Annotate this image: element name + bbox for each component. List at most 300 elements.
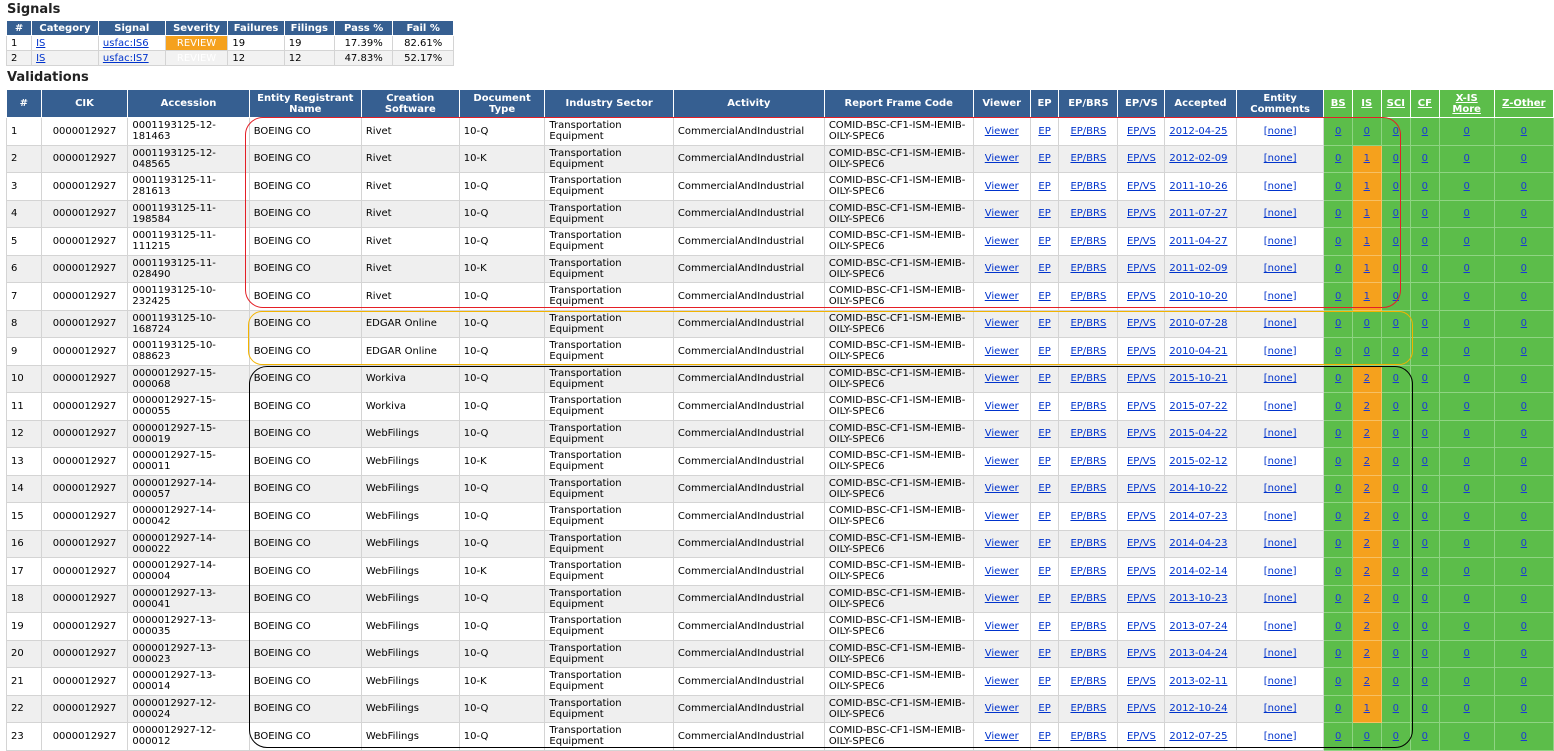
ep-link[interactable]: EP (1038, 263, 1051, 275)
is-count-link[interactable]: 0 (1363, 125, 1370, 137)
x-is-more-count-link[interactable]: 0 (1463, 400, 1470, 412)
bs-count-link[interactable]: 0 (1335, 373, 1342, 385)
ep-vs-link[interactable]: EP/VS (1126, 180, 1156, 192)
ep-brs-link[interactable]: EP/BRS (1070, 730, 1107, 742)
ep-link[interactable]: EP (1038, 153, 1051, 165)
sci-count-link[interactable]: 0 (1392, 703, 1399, 715)
bs-count-link[interactable]: 0 (1335, 263, 1342, 275)
bs-count-link[interactable]: 0 (1335, 703, 1342, 715)
z-other-count-link[interactable]: 0 (1520, 483, 1528, 495)
viewer-link[interactable]: Viewer (984, 730, 1019, 742)
bs-count-link[interactable]: 0 (1335, 428, 1342, 440)
viewer-link[interactable]: Viewer (984, 483, 1019, 495)
ep-vs-link[interactable]: EP/VS (1126, 703, 1156, 715)
is-count-link[interactable]: 0 (1363, 345, 1370, 357)
x-is-more-count-link[interactable]: 0 (1463, 263, 1470, 275)
bs-count-link[interactable]: 0 (1335, 510, 1342, 522)
entity-comments-link[interactable]: [none] (1263, 208, 1297, 220)
ep-link[interactable]: EP (1038, 400, 1051, 412)
cf-count-link[interactable]: 0 (1421, 318, 1429, 330)
is-count-link[interactable]: 1 (1363, 263, 1370, 275)
viewer-link[interactable]: Viewer (984, 428, 1019, 440)
is-count-link[interactable]: 2 (1363, 483, 1370, 495)
ep-link[interactable]: EP (1038, 675, 1051, 687)
x-is-more-count-link[interactable]: 0 (1463, 648, 1470, 660)
ep-link[interactable]: EP (1038, 510, 1051, 522)
entity-comments-link[interactable]: [none] (1263, 400, 1297, 412)
is-count-link[interactable]: 1 (1363, 703, 1370, 715)
entity-comments-link[interactable]: [none] (1263, 730, 1297, 742)
ep-vs-link[interactable]: EP/VS (1126, 263, 1156, 275)
entity-comments-link[interactable]: [none] (1263, 593, 1297, 605)
sci-count-link[interactable]: 0 (1392, 483, 1399, 495)
z-other-count-link[interactable]: 0 (1520, 290, 1528, 302)
is-count-link[interactable]: 2 (1363, 455, 1370, 467)
entity-comments-link[interactable]: [none] (1263, 428, 1297, 440)
z-other-count-link[interactable]: 0 (1520, 510, 1528, 522)
ep-brs-link[interactable]: EP/BRS (1070, 428, 1107, 440)
x-is-more-count-link[interactable]: 0 (1463, 620, 1470, 632)
viewer-link[interactable]: Viewer (984, 208, 1019, 220)
cf-count-link[interactable]: 0 (1421, 620, 1429, 632)
is-count-link[interactable]: 2 (1363, 648, 1370, 660)
entity-comments-link[interactable]: [none] (1263, 290, 1297, 302)
viewer-link[interactable]: Viewer (984, 235, 1019, 247)
ep-vs-link[interactable]: EP/VS (1126, 675, 1156, 687)
accepted-date-link[interactable]: 2010-07-28 (1169, 318, 1228, 330)
col-z-other-link[interactable]: Z-Other (1502, 98, 1546, 109)
cf-count-link[interactable]: 0 (1421, 510, 1429, 522)
entity-comments-link[interactable]: [none] (1263, 263, 1297, 275)
is-count-link[interactable]: 1 (1363, 208, 1370, 220)
entity-comments-link[interactable]: [none] (1263, 703, 1297, 715)
is-count-link[interactable]: 2 (1363, 373, 1370, 385)
bs-count-link[interactable]: 0 (1335, 593, 1342, 605)
viewer-link[interactable]: Viewer (984, 538, 1019, 550)
is-count-link[interactable]: 2 (1363, 428, 1370, 440)
z-other-count-link[interactable]: 0 (1520, 400, 1528, 412)
ep-brs-link[interactable]: EP/BRS (1070, 318, 1107, 330)
bs-count-link[interactable]: 0 (1335, 565, 1342, 577)
cf-count-link[interactable]: 0 (1421, 235, 1429, 247)
accepted-date-link[interactable]: 2011-10-26 (1169, 180, 1228, 192)
z-other-count-link[interactable]: 0 (1520, 648, 1528, 660)
ep-link[interactable]: EP (1038, 208, 1051, 220)
col-sci-link[interactable]: SCI (1386, 98, 1405, 109)
ep-brs-link[interactable]: EP/BRS (1070, 565, 1107, 577)
ep-link[interactable]: EP (1038, 730, 1051, 742)
is-count-link[interactable]: 1 (1363, 290, 1370, 302)
is-count-link[interactable]: 2 (1363, 620, 1370, 632)
z-other-count-link[interactable]: 0 (1520, 373, 1528, 385)
ep-brs-link[interactable]: EP/BRS (1070, 125, 1107, 137)
signal-link[interactable]: usfac:IS6 (102, 37, 149, 49)
ep-vs-link[interactable]: EP/VS (1126, 373, 1156, 385)
ep-brs-link[interactable]: EP/BRS (1070, 510, 1107, 522)
col-z-other[interactable] (1494, 90, 1553, 118)
z-other-count-link[interactable]: 0 (1520, 730, 1528, 742)
cf-count-link[interactable]: 0 (1421, 455, 1429, 467)
ep-brs-link[interactable]: EP/BRS (1070, 290, 1107, 302)
entity-comments-link[interactable]: [none] (1263, 180, 1297, 192)
cf-count-link[interactable]: 0 (1421, 263, 1429, 275)
sci-count-link[interactable]: 0 (1392, 208, 1399, 220)
ep-brs-link[interactable]: EP/BRS (1070, 455, 1107, 467)
col-bs-link[interactable]: BS (1330, 98, 1346, 109)
accepted-date-link[interactable]: 2014-07-23 (1169, 510, 1228, 522)
accepted-date-link[interactable]: 2013-10-23 (1169, 593, 1228, 605)
x-is-more-count-link[interactable]: 0 (1463, 730, 1470, 742)
col-x-is-more[interactable] (1439, 90, 1494, 118)
col-cf-link[interactable]: CF (1417, 98, 1432, 109)
ep-brs-link[interactable]: EP/BRS (1070, 483, 1107, 495)
viewer-link[interactable]: Viewer (984, 373, 1019, 385)
is-count-link[interactable]: 0 (1363, 318, 1370, 330)
z-other-count-link[interactable]: 0 (1520, 428, 1528, 440)
ep-link[interactable]: EP (1038, 428, 1051, 440)
sci-count-link[interactable]: 0 (1392, 428, 1399, 440)
sci-count-cell (1381, 228, 1411, 256)
is-count-link[interactable]: 1 (1363, 153, 1370, 165)
accepted-date-link[interactable]: 2015-10-21 (1169, 373, 1228, 385)
cf-count-link[interactable]: 0 (1421, 593, 1429, 605)
sci-count-link[interactable]: 0 (1392, 593, 1399, 605)
ep-link[interactable]: EP (1038, 290, 1051, 302)
accession-cell: 0001193125-11-111215 (128, 228, 249, 256)
cf-count-link[interactable]: 0 (1421, 180, 1429, 192)
x-is-more-count-link[interactable]: 0 (1463, 455, 1470, 467)
accepted-date-link[interactable]: 2013-04-24 (1169, 648, 1228, 660)
ep-vs-link-cell (1118, 283, 1165, 311)
is-count-link[interactable]: 0 (1363, 730, 1370, 742)
sci-count-link[interactable]: 0 (1392, 180, 1399, 192)
viewer-link[interactable]: Viewer (984, 153, 1019, 165)
sci-count-link[interactable]: 0 (1392, 730, 1399, 742)
ep-brs-link[interactable]: EP/BRS (1070, 373, 1107, 385)
category-link[interactable]: IS (36, 52, 46, 64)
col-cf[interactable] (1411, 90, 1440, 118)
ep-link[interactable]: EP (1038, 483, 1051, 495)
accepted-date-link[interactable]: 2012-10-24 (1169, 703, 1228, 715)
col-x-is-more-link[interactable]: X-IS More (1452, 92, 1481, 115)
is-count-link[interactable]: 1 (1363, 180, 1370, 192)
is-count-link[interactable]: 1 (1363, 235, 1370, 247)
cf-count-link[interactable]: 0 (1421, 648, 1429, 660)
col-bs[interactable] (1324, 90, 1353, 118)
z-other-count-link[interactable]: 0 (1520, 703, 1528, 715)
category-link[interactable]: IS (36, 37, 46, 49)
entity-comments-link[interactable]: [none] (1263, 483, 1297, 495)
accepted-date-link[interactable]: 2010-04-21 (1169, 345, 1228, 357)
viewer-link[interactable]: Viewer (984, 180, 1019, 192)
ep-link[interactable]: EP (1038, 455, 1051, 467)
x-is-more-count-link[interactable]: 0 (1463, 565, 1470, 577)
bs-count-link[interactable]: 0 (1335, 538, 1342, 550)
accepted-date-link[interactable]: 2012-02-09 (1169, 153, 1228, 165)
z-other-count-link[interactable]: 0 (1520, 620, 1528, 632)
viewer-link[interactable]: Viewer (984, 565, 1019, 577)
x-is-more-count-link[interactable]: 0 (1463, 318, 1470, 330)
z-other-count-link[interactable]: 0 (1520, 455, 1528, 467)
sci-count-link[interactable]: 0 (1392, 235, 1399, 247)
ep-brs-link[interactable]: EP/BRS (1070, 703, 1107, 715)
ep-vs-link[interactable]: EP/VS (1126, 400, 1156, 412)
x-is-more-count-link[interactable]: 0 (1463, 703, 1470, 715)
document-type-cell: 10-K (459, 668, 545, 696)
z-other-count-link[interactable]: 0 (1520, 153, 1528, 165)
ep-vs-link[interactable]: EP/VS (1126, 510, 1156, 522)
ep-brs-link[interactable]: EP/BRS (1070, 620, 1107, 632)
z-other-count-link[interactable]: 0 (1520, 538, 1528, 550)
entity-comments-link[interactable]: [none] (1263, 538, 1297, 550)
x-is-more-count-link[interactable]: 0 (1463, 538, 1470, 550)
z-other-count-link[interactable]: 0 (1520, 180, 1528, 192)
ep-vs-link[interactable]: EP/VS (1126, 593, 1156, 605)
x-is-more-count-link[interactable]: 0 (1463, 125, 1470, 137)
x-is-more-count-link[interactable]: 0 (1463, 510, 1470, 522)
activity-cell: CommercialAndIndustrial (673, 585, 824, 613)
ep-vs-link[interactable]: EP/VS (1126, 483, 1156, 495)
sci-count-link[interactable]: 0 (1392, 565, 1399, 577)
viewer-link[interactable]: Viewer (984, 455, 1019, 467)
viewer-link[interactable]: Viewer (984, 290, 1019, 302)
accepted-date-link[interactable]: 2013-02-11 (1169, 675, 1228, 687)
ep-brs-link[interactable]: EP/BRS (1070, 538, 1107, 550)
bs-count-link[interactable]: 0 (1335, 730, 1342, 742)
z-other-count-link[interactable]: 0 (1520, 675, 1528, 687)
ep-vs-link[interactable]: EP/VS (1126, 125, 1156, 137)
sci-count-link[interactable]: 0 (1392, 125, 1399, 137)
viewer-link[interactable]: Viewer (984, 400, 1019, 412)
ep-link[interactable]: EP (1038, 345, 1051, 357)
sci-count-link[interactable]: 0 (1392, 345, 1399, 357)
bs-count-link[interactable]: 0 (1335, 180, 1342, 192)
z-other-count-link[interactable]: 0 (1520, 208, 1528, 220)
bs-count-link[interactable]: 0 (1335, 483, 1342, 495)
ep-brs-link[interactable]: EP/BRS (1070, 235, 1107, 247)
ep-vs-link[interactable]: EP/VS (1126, 345, 1156, 357)
ep-brs-link[interactable]: EP/BRS (1070, 153, 1107, 165)
entity-comments-link[interactable]: [none] (1263, 675, 1297, 687)
x-is-more-count-link[interactable]: 0 (1463, 235, 1470, 247)
entity-comments-link[interactable]: [none] (1263, 153, 1297, 165)
is-count-link[interactable]: 2 (1363, 400, 1370, 412)
viewer-link[interactable]: Viewer (984, 703, 1019, 715)
viewer-link[interactable]: Viewer (984, 125, 1019, 137)
is-count-link[interactable]: 2 (1363, 565, 1370, 577)
ep-link[interactable]: EP (1038, 703, 1051, 715)
cf-count-link[interactable]: 0 (1421, 125, 1429, 137)
ep-link[interactable]: EP (1038, 648, 1051, 660)
ep-link[interactable]: EP (1038, 125, 1051, 137)
entity-comments-link[interactable]: [none] (1263, 620, 1297, 632)
ep-vs-link[interactable]: EP/VS (1126, 208, 1156, 220)
sci-count-link[interactable]: 0 (1392, 318, 1399, 330)
x-is-more-count-link[interactable]: 0 (1463, 675, 1470, 687)
entity-comments-link[interactable]: [none] (1263, 235, 1297, 247)
bs-count-link[interactable]: 0 (1335, 208, 1342, 220)
entity-comments-link[interactable]: [none] (1263, 565, 1297, 577)
is-count-link[interactable]: 2 (1363, 593, 1370, 605)
accepted-date-link[interactable]: 2012-07-25 (1169, 730, 1228, 742)
x-is-more-count-link[interactable]: 0 (1463, 180, 1470, 192)
viewer-link[interactable]: Viewer (984, 675, 1019, 687)
x-is-more-count-link[interactable]: 0 (1463, 428, 1470, 440)
ep-brs-link[interactable]: EP/BRS (1070, 180, 1107, 192)
x-is-more-count-link[interactable]: 0 (1463, 483, 1470, 495)
accepted-date-link[interactable]: 2014-10-22 (1169, 483, 1228, 495)
accepted-date-link[interactable]: 2014-04-23 (1169, 538, 1228, 550)
entity-comments-link[interactable]: [none] (1263, 318, 1297, 330)
bs-count-link[interactable]: 0 (1335, 675, 1342, 687)
cf-count-link[interactable]: 0 (1421, 400, 1429, 412)
bs-count-link[interactable]: 0 (1335, 290, 1342, 302)
entity-comments-link[interactable]: [none] (1263, 455, 1297, 467)
signal-link[interactable]: usfac:IS7 (102, 52, 149, 64)
ep-brs-link[interactable]: EP/BRS (1070, 208, 1107, 220)
accepted-date-link[interactable]: 2015-04-22 (1169, 428, 1228, 440)
x-is-more-count-cell (1439, 393, 1494, 421)
z-other-count-link[interactable]: 0 (1520, 235, 1528, 247)
sci-count-link[interactable]: 0 (1392, 455, 1399, 467)
bs-count-link[interactable]: 0 (1335, 345, 1342, 357)
x-is-more-count-link[interactable]: 0 (1463, 153, 1470, 165)
ep-brs-link[interactable]: EP/BRS (1070, 648, 1107, 660)
accepted-date-link[interactable]: 2012-04-25 (1169, 125, 1228, 137)
entity-comments-link[interactable]: [none] (1263, 373, 1297, 385)
viewer-link[interactable]: Viewer (984, 345, 1019, 357)
sci-count-link[interactable]: 0 (1392, 263, 1399, 275)
col-sci[interactable] (1381, 90, 1411, 118)
bs-count-link[interactable]: 0 (1335, 235, 1342, 247)
z-other-count-link[interactable]: 0 (1520, 565, 1528, 577)
ep-vs-link[interactable]: EP/VS (1126, 290, 1156, 302)
bs-count-link[interactable]: 0 (1335, 400, 1342, 412)
sci-count-cell (1381, 338, 1411, 366)
cf-count-link[interactable]: 0 (1421, 538, 1429, 550)
z-other-count-link[interactable]: 0 (1520, 318, 1528, 330)
cf-count-link[interactable]: 0 (1421, 703, 1429, 715)
ep-link[interactable]: EP (1038, 593, 1051, 605)
cf-count-link[interactable]: 0 (1421, 345, 1429, 357)
accepted-date-link[interactable]: 2011-07-27 (1169, 208, 1228, 220)
ep-brs-link[interactable]: EP/BRS (1070, 400, 1107, 412)
ep-vs-link[interactable]: EP/VS (1126, 565, 1156, 577)
ep-vs-link[interactable]: EP/VS (1126, 153, 1156, 165)
ep-brs-link[interactable]: EP/BRS (1070, 345, 1107, 357)
ep-link[interactable]: EP (1038, 235, 1051, 247)
cf-count-link[interactable]: 0 (1421, 428, 1429, 440)
sci-count-link[interactable]: 0 (1392, 648, 1399, 660)
ep-vs-link[interactable]: EP/VS (1126, 318, 1156, 330)
accepted-date-link[interactable]: 2013-07-24 (1169, 620, 1228, 632)
cf-count-link[interactable]: 0 (1421, 483, 1429, 495)
viewer-link[interactable]: Viewer (984, 620, 1019, 632)
ep-vs-link[interactable]: EP/VS (1126, 648, 1156, 660)
ep-vs-link[interactable]: EP/VS (1126, 730, 1156, 742)
x-is-more-count-link[interactable]: 0 (1463, 373, 1470, 385)
bs-count-link[interactable]: 0 (1335, 455, 1342, 467)
cf-count-link[interactable]: 0 (1421, 153, 1429, 165)
entity-comments-link[interactable]: [none] (1263, 345, 1297, 357)
is-count-link[interactable]: 2 (1363, 510, 1370, 522)
is-count-link[interactable]: 2 (1363, 538, 1370, 550)
viewer-link[interactable]: Viewer (984, 318, 1019, 330)
entity-comments-link[interactable]: [none] (1263, 510, 1297, 522)
bs-count-link[interactable]: 0 (1335, 620, 1342, 632)
x-is-more-count-link[interactable]: 0 (1463, 290, 1470, 302)
bs-count-link[interactable]: 0 (1335, 153, 1342, 165)
ep-brs-link[interactable]: EP/BRS (1070, 263, 1107, 275)
sci-count-link[interactable]: 0 (1392, 373, 1399, 385)
cf-count-link[interactable]: 0 (1421, 290, 1429, 302)
viewer-link[interactable]: Viewer (984, 263, 1019, 275)
ep-vs-link[interactable]: EP/VS (1126, 620, 1156, 632)
z-other-count-link[interactable]: 0 (1520, 345, 1528, 357)
accepted-date-link[interactable]: 2015-02-12 (1169, 455, 1228, 467)
ep-vs-link[interactable]: EP/VS (1126, 538, 1156, 550)
ep-link[interactable]: EP (1038, 318, 1051, 330)
ep-link[interactable]: EP (1038, 620, 1051, 632)
ep-brs-link[interactable]: EP/BRS (1070, 593, 1107, 605)
entity-comments-link[interactable]: [none] (1263, 648, 1297, 660)
ep-vs-link[interactable]: EP/VS (1126, 428, 1156, 440)
ep-link[interactable]: EP (1038, 180, 1051, 192)
cf-count-link[interactable]: 0 (1421, 208, 1429, 220)
accepted-date-link[interactable]: 2010-10-20 (1169, 290, 1228, 302)
viewer-link[interactable]: Viewer (984, 593, 1019, 605)
cf-count-link[interactable]: 0 (1421, 675, 1429, 687)
viewer-link[interactable]: Viewer (984, 510, 1019, 522)
accepted-date-link[interactable]: 2015-07-22 (1169, 400, 1228, 412)
sci-count-link[interactable]: 0 (1392, 290, 1399, 302)
col-is[interactable] (1352, 90, 1381, 118)
viewer-link[interactable]: Viewer (984, 648, 1019, 660)
cf-count-link[interactable]: 0 (1421, 565, 1429, 577)
sci-count-link[interactable]: 0 (1392, 510, 1399, 522)
x-is-more-count-link[interactable]: 0 (1463, 208, 1470, 220)
ep-link[interactable]: EP (1038, 538, 1051, 550)
cf-count-link[interactable]: 0 (1421, 373, 1429, 385)
accepted-date-link[interactable]: 2014-02-14 (1169, 565, 1228, 577)
sci-count-link[interactable]: 0 (1392, 675, 1399, 687)
x-is-more-count-link[interactable]: 0 (1463, 593, 1470, 605)
cf-count-link[interactable]: 0 (1421, 730, 1429, 742)
entity-comments-link[interactable]: [none] (1263, 125, 1297, 137)
ep-vs-link[interactable]: EP/VS (1126, 455, 1156, 467)
col-is-link[interactable]: IS (1361, 98, 1373, 109)
bs-count-link[interactable]: 0 (1335, 318, 1342, 330)
bs-count-link[interactable]: 0 (1335, 648, 1342, 660)
x-is-more-count-link[interactable]: 0 (1463, 345, 1470, 357)
accepted-date-link[interactable]: 2011-02-09 (1169, 263, 1228, 275)
z-other-count-link[interactable]: 0 (1520, 263, 1528, 275)
sci-count-link[interactable]: 0 (1392, 620, 1399, 632)
sci-count-link[interactable]: 0 (1392, 153, 1399, 165)
z-other-count-link[interactable]: 0 (1520, 593, 1528, 605)
accepted-date-link[interactable]: 2011-04-27 (1169, 235, 1228, 247)
ep-vs-link[interactable]: EP/VS (1126, 235, 1156, 247)
is-count-cell (1352, 255, 1381, 283)
z-other-count-link[interactable]: 0 (1520, 125, 1528, 137)
ep-link[interactable]: EP (1038, 565, 1051, 577)
sci-count-link[interactable]: 0 (1392, 400, 1399, 412)
ep-link[interactable]: EP (1038, 373, 1051, 385)
sci-count-link[interactable]: 0 (1392, 538, 1399, 550)
is-count-link[interactable]: 2 (1363, 675, 1370, 687)
ep-brs-link[interactable]: EP/BRS (1070, 675, 1107, 687)
bs-count-link[interactable]: 0 (1335, 125, 1342, 137)
